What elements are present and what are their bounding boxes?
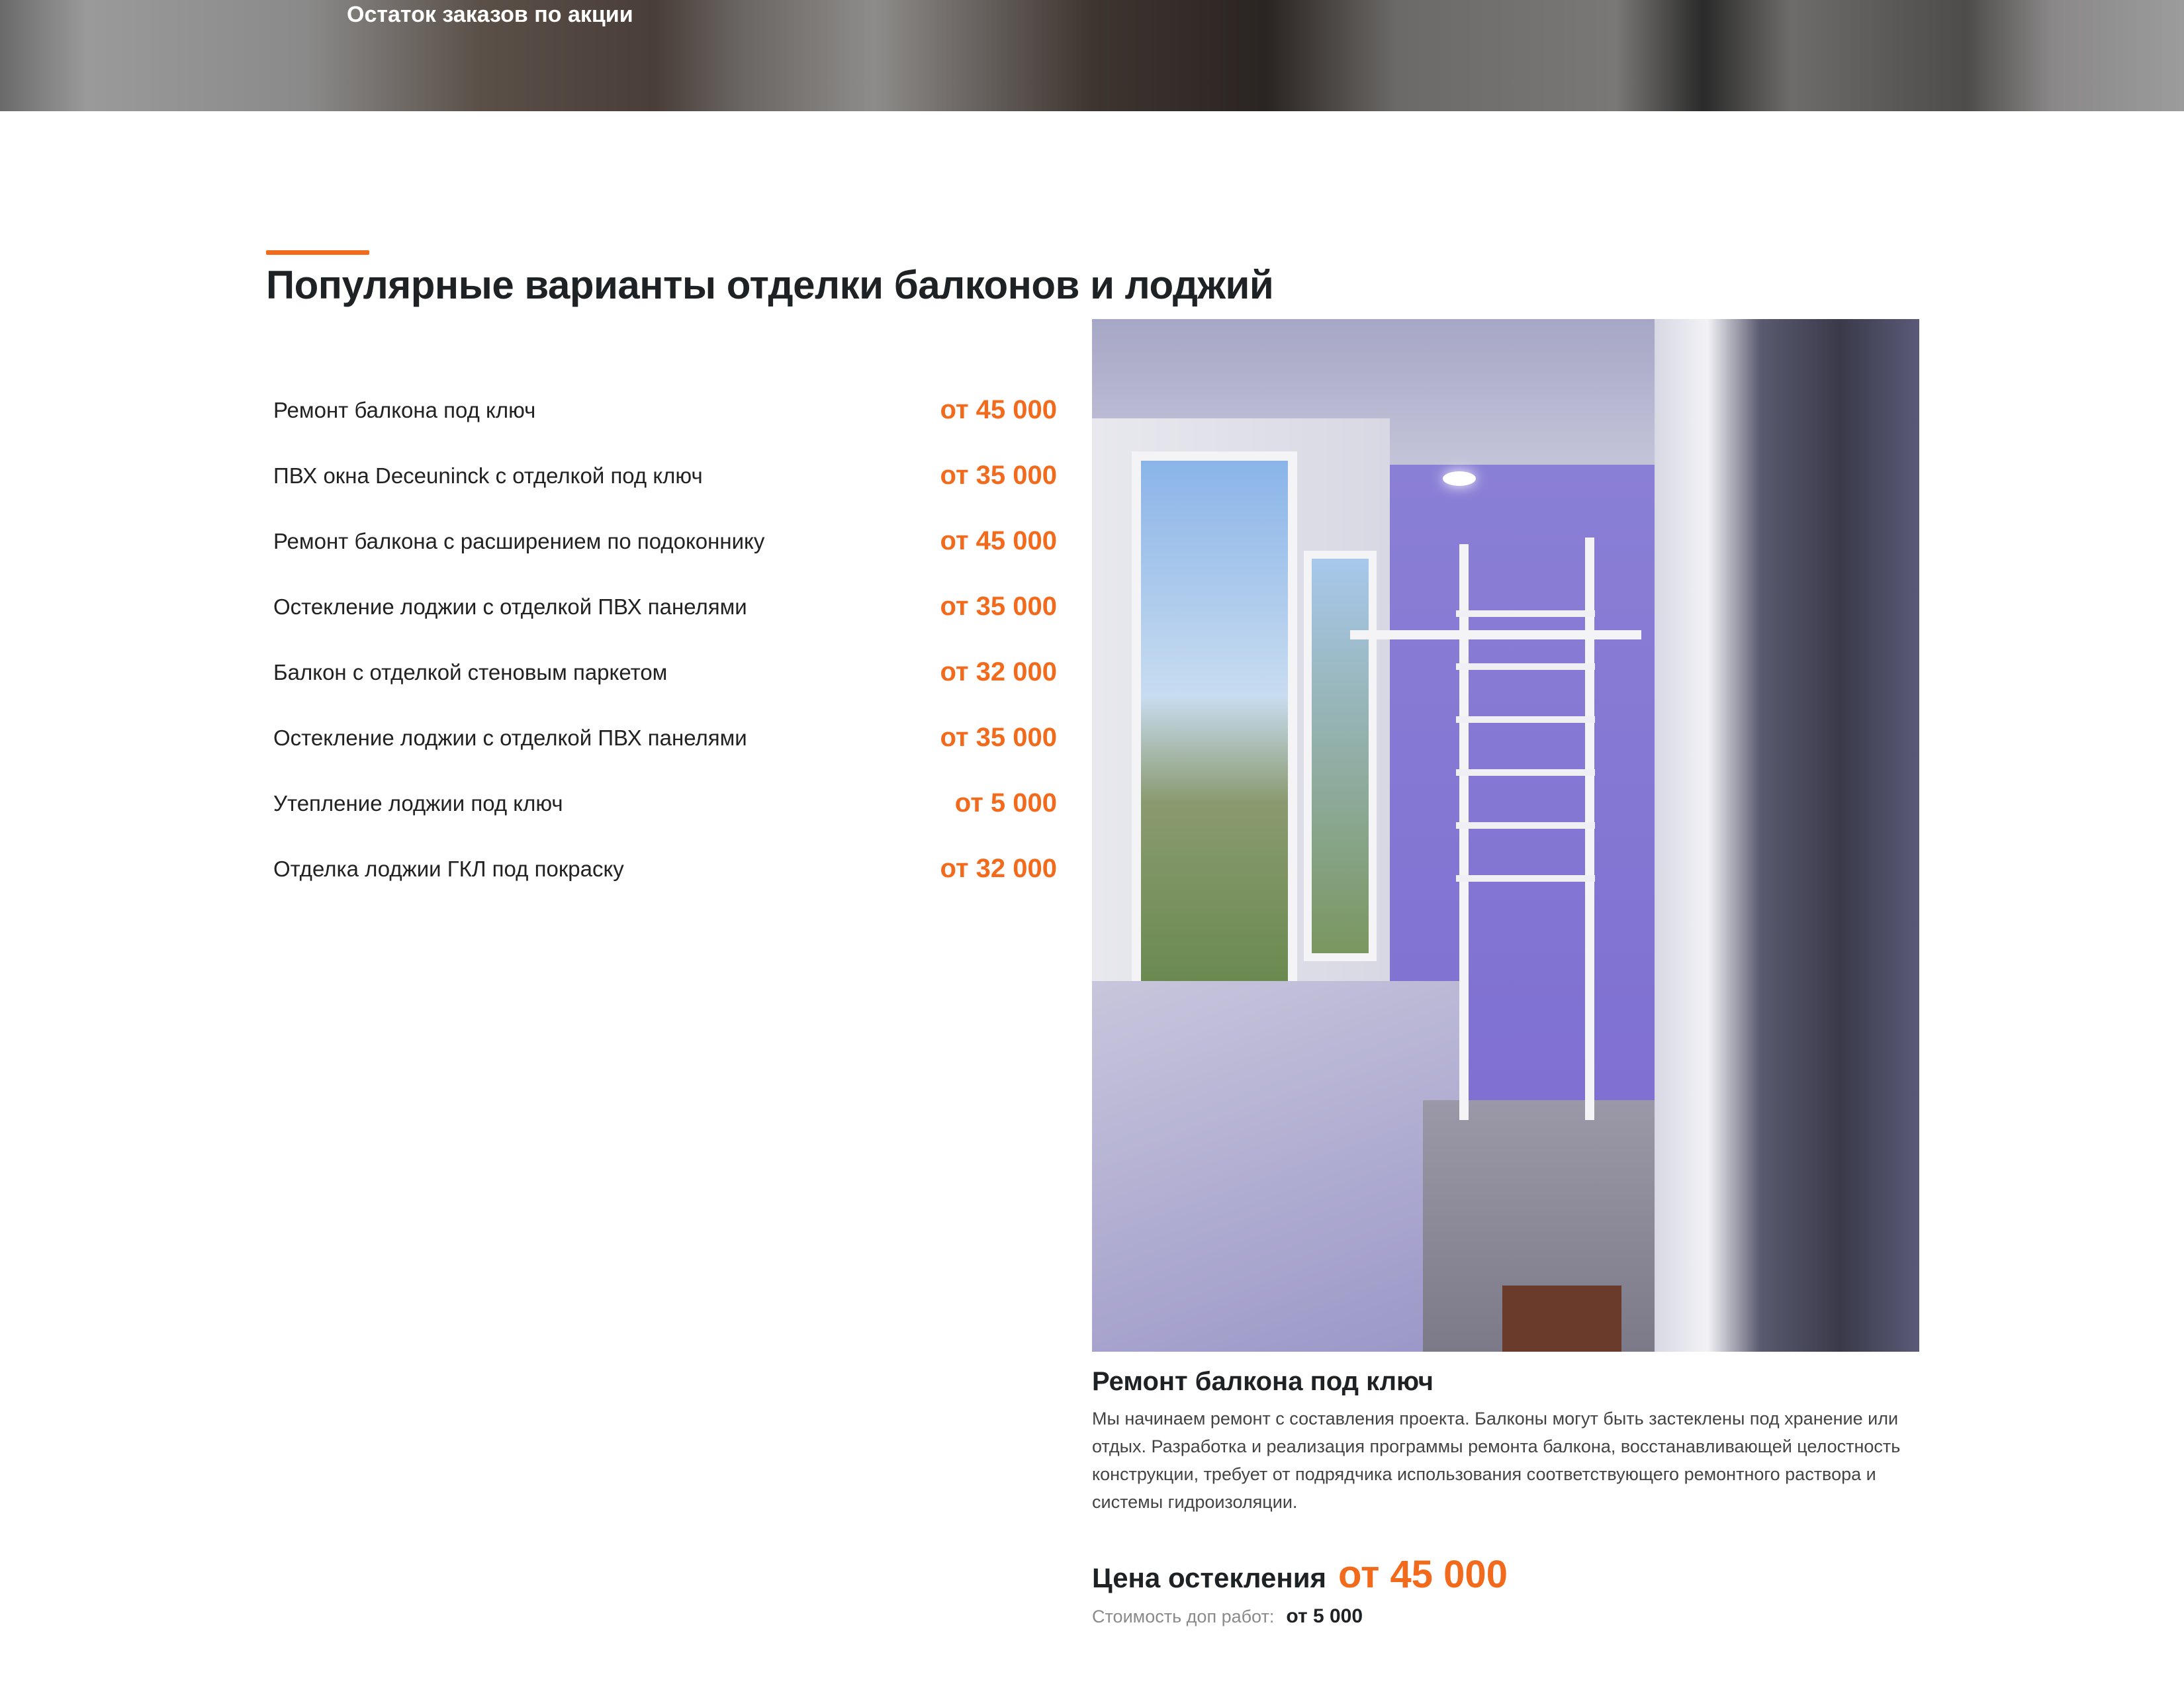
option-price: от 35 000 [940,592,1057,621]
option-item[interactable] [273,771,1057,836]
promo-remaining-label: Остаток заказов по акции [347,2,633,27]
option-price: от 32 000 [940,657,1057,686]
option-item[interactable] [273,574,1057,639]
hero-banner [0,0,2184,111]
option-item[interactable] [273,705,1057,771]
option-item[interactable] [273,508,1057,574]
option-price: от 45 000 [940,526,1057,555]
detail-title: Ремонт балкона под ключ [1092,1367,1433,1396]
detail-description: Мы начинаем ремонт с составления проекта. Балконы могут быть застеклены под хранение или отдых. Разработка и реализация программы ремонта балкона, восстанавливающей целостность конструкции, требует от подрядчика использования соответствующего ремонтного раствора и системы гидроизоляции. [1092,1409,1901,1512]
glazing-price-value: от 45 000 [1338,1553,1508,1596]
option-name: Балкон с отделкой стеновым паркетом [273,659,668,684]
extra-works-value: от 5 000 [1286,1605,1363,1627]
option-item[interactable] [273,443,1057,508]
detail-card [1092,1367,1906,1516]
option-price: от 45 000 [940,395,1057,424]
option-price: от 35 000 [940,461,1057,490]
glazing-price [1092,1552,1508,1597]
option-item[interactable] [273,377,1057,443]
option-name: Утепление лоджии под ключ [273,790,563,816]
glazing-price-label: Цена остекления [1092,1562,1327,1593]
extra-works-cost [1092,1605,1363,1628]
options-list [273,377,1057,902]
balcony-photo [1092,319,1919,1352]
heading-accent-bar [266,250,369,255]
option-price: от 5 000 [954,788,1057,818]
option-name: ПВХ окна Deceuninck с отделкой под ключ [273,463,703,488]
section-title: Популярные варианты отделки балконов и лоджий [266,263,1274,307]
option-name: Остекление лоджии с отделкой ПВХ панелями [273,725,747,750]
option-name: Остекление лоджии с отделкой ПВХ панелями [273,594,747,619]
option-item[interactable] [273,836,1057,902]
option-item[interactable] [273,639,1057,705]
extra-works-label: Стоимость доп работ: [1092,1607,1275,1626]
option-name: Отделка лоджии ГКЛ под покраску [273,856,624,881]
option-price: от 35 000 [940,723,1057,752]
option-name: Ремонт балкона под ключ [273,397,536,422]
option-price: от 32 000 [940,854,1057,883]
option-name: Ремонт балкона с расширением по подоконнику [273,528,765,553]
